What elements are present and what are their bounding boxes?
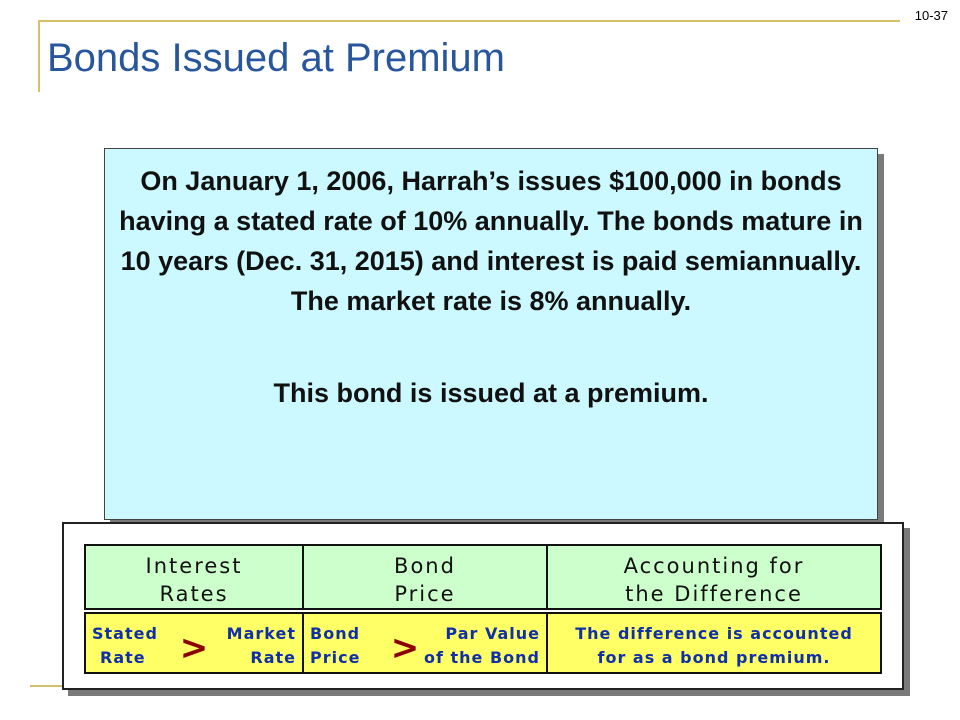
- greater-than-symbol: >: [179, 628, 209, 668]
- accounting-line1: The difference is accounted: [575, 624, 853, 643]
- accounting-text: [548, 614, 880, 670]
- header-accounting-line1: Accounting for: [623, 554, 805, 578]
- header-interest-rates: [84, 544, 304, 610]
- header-bond-price: [302, 544, 548, 610]
- comparison-panel: [62, 522, 904, 690]
- header-accounting-line2: the Difference: [625, 582, 803, 606]
- accounting-cell: [546, 612, 882, 674]
- par-value-label: [424, 622, 540, 670]
- price-comparison-cell: [302, 612, 548, 674]
- stated-rate-line1: Stated: [92, 624, 158, 643]
- info-paragraph: On January 1, 2006, Harrah’s issues $100,000 in bonds having a stated rate of 10% annually. The bonds mature in 10 years (Dec. 31, 2015) and interest is paid semiannually. The market rate is 8% annually.: [119, 166, 863, 316]
- info-box: [104, 148, 878, 520]
- page-title: Bonds Issued at Premium: [47, 36, 505, 80]
- bond-price-line2: Price: [310, 648, 361, 667]
- par-value-line1: Par Value: [445, 624, 540, 643]
- header-bond-price-line2: Price: [394, 582, 456, 606]
- slide-number: 10-37: [914, 8, 948, 23]
- info-conclusion: This bond is issued at a premium.: [273, 378, 709, 408]
- greater-than-symbol: >: [390, 628, 420, 668]
- header-interest-rates-line2: Rates: [159, 582, 229, 606]
- left-rule: [38, 20, 40, 92]
- bond-price-line1: Bond: [310, 624, 361, 643]
- header-accounting: [546, 544, 882, 610]
- top-rule: [38, 20, 900, 22]
- market-rate-line1: Market: [226, 624, 296, 643]
- accounting-line2: for as a bond premium.: [597, 648, 831, 667]
- market-rate-line2: Rate: [250, 648, 296, 667]
- header-interest-rates-line1: Interest: [145, 554, 243, 578]
- stated-rate-line2: Rate: [100, 648, 146, 667]
- par-value-line2: of the Bond: [423, 648, 540, 667]
- header-bond-price-line1: Bond: [394, 554, 456, 578]
